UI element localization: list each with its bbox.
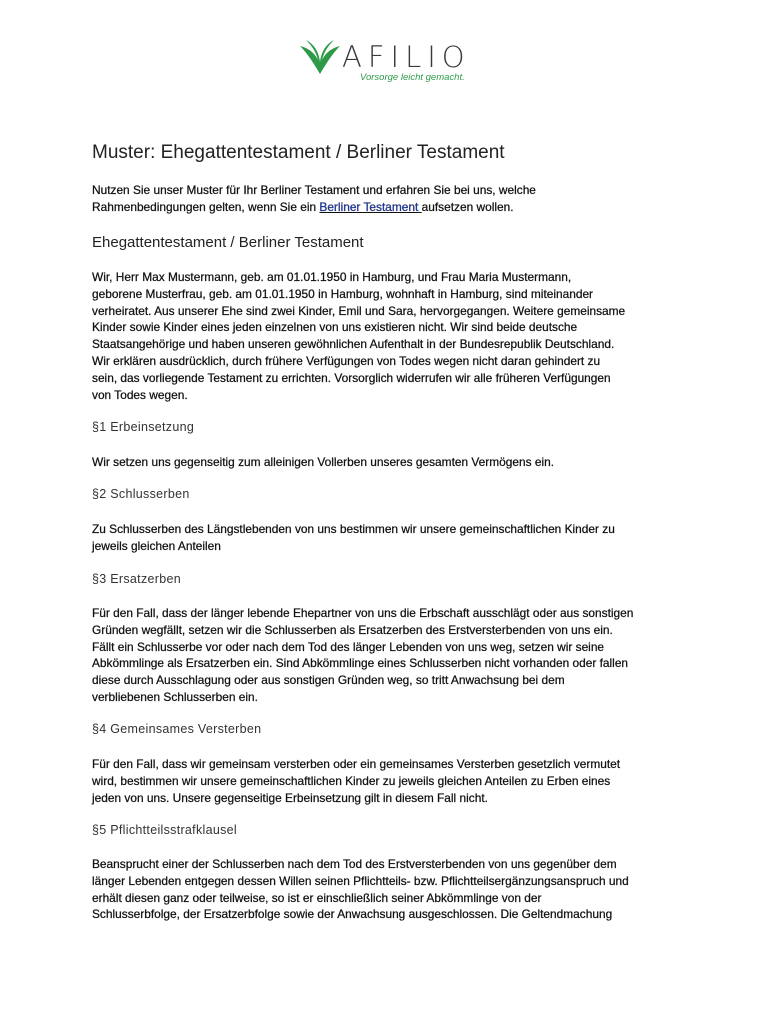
paragraph-line: Kinder sowie Kinder eines jeden einzelnen von uns existieren nicht. Wir sind beide deutsche	[92, 320, 578, 335]
paragraph-heading: §4 Gemeinsames Versterben	[92, 722, 262, 736]
paragraph	[92, 756, 620, 806]
section-heading: Ehegattentestament / Berliner Testament	[92, 234, 364, 251]
page-title: Muster: Ehegattentestament / Berliner Testament	[92, 142, 505, 163]
paragraph-line: sein, das vorliegende Testament zu errichten. Vorsorglich widerrufen wir alle früheren Verfügungen	[92, 370, 611, 385]
paragraph	[92, 521, 615, 555]
intro-text: aufsetzen wollen.	[421, 199, 514, 214]
paragraph-line: Abkömmlinge als Ersatzerben ein. Sind Abkömmlinge eines Schlusserben nicht vorhanden oder fallen	[92, 656, 629, 671]
paragraph-line: Zu Schlusserben des Längstlebenden von uns bestimmen wir unsere gemeinschaftlichen Kinder zu	[92, 522, 615, 536]
paragraph	[92, 856, 629, 923]
paragraph	[92, 269, 625, 403]
berliner-testament-link[interactable]: Berliner Testament	[319, 199, 422, 214]
paragraph-line: Schlusserbfolge, der Ersatzerbfolge sowie der Anwachsung ausgeschlossen. Die Geltendmachung	[92, 907, 613, 922]
paragraph-line: Für den Fall, dass der länger lebende Ehepartner von uns die Erbschaft ausschlägt oder aus sonstigen	[92, 606, 634, 620]
paragraph-line: Für den Fall, dass wir gemeinsam versterben oder ein gemeinsames Versterben gesetzlich vermutet	[92, 757, 621, 771]
intro-line: Nutzen Sie unser Muster für Ihr Berliner Testament und erfahren Sie bei uns, welche	[92, 183, 536, 197]
paragraph-line: Wir, Herr Max Mustermann, geb. am 01.01.1950 in Hamburg, und Frau Maria Mustermann,	[92, 270, 572, 284]
paragraph-line: Beansprucht einer der Schlusserben nach dem Tod des Erstversterbenden von uns gegenüber dem	[92, 857, 617, 871]
paragraph-line: diese durch Ausschlagung oder aus sonstigen Gründen weg, so tritt Anwachsung bei dem	[92, 673, 565, 688]
intro-paragraph	[92, 182, 536, 216]
logo-tagline: Vorsorge leicht gemacht.	[360, 72, 465, 83]
paragraph	[92, 605, 633, 706]
paragraph-heading: §1 Erbeinsetzung	[92, 420, 195, 434]
paragraph-line: verbliebenen Schlusserben ein.	[92, 689, 258, 704]
paragraph-line: geborene Musterfrau, geb. am 01.01.1950 in Hamburg, wohnhaft in Hamburg, sind miteinander	[92, 286, 594, 301]
paragraph-line: von Todes wegen.	[92, 387, 188, 402]
wings-icon	[300, 40, 340, 76]
paragraph-line: erhält diesen ganz oder teilweise, so ist er einschließlich seiner Abkömmlinge von der	[92, 890, 542, 905]
intro-text: Rahmenbedingungen gelten, wenn Sie ein	[92, 199, 320, 214]
logo-wordmark: AFILIO	[342, 40, 471, 74]
paragraph-line: wird, bestimmen wir unsere gemeinschaftlichen Kinder zu jeweils gleichen Anteilen zu Erben eines	[92, 773, 611, 788]
intro-line	[92, 199, 536, 216]
paragraph-heading: §5 Pflichtteilsstrafklausel	[92, 823, 237, 837]
paragraph	[92, 454, 554, 471]
paragraph-line: Staatsangehörige und haben unseren gewöhnlichen Aufenthalt in der Bundesrepublik Deutschland.	[92, 337, 615, 352]
paragraph-line: Wir setzen uns gegenseitig zum alleinigen Vollerben unseres gesamten Vermögens ein.	[92, 455, 555, 469]
paragraph-line: länger Lebenden entgegen dessen Willen seinen Pflichtteils- bzw. Pflichtteilsergänzungsanspruch und	[92, 873, 629, 888]
afilio-logo	[300, 38, 470, 88]
paragraph-line: jeweils gleichen Anteilen	[92, 538, 221, 553]
paragraph-line: Wir erklären ausdrücklich, durch frühere Verfügungen von Todes wegen nicht daran gehindert zu	[92, 353, 601, 368]
paragraph-heading: §3 Ersatzerben	[92, 572, 181, 586]
paragraph-line: jeden von uns. Unsere gegenseitige Erbeinsetzung gilt in diesem Fall nicht.	[92, 790, 488, 805]
paragraph-heading: §2 Schlusserben	[92, 487, 190, 501]
paragraph-line: Gründen wegfällt, setzen wir die Schlusserben als Ersatzerben des Erstversterbenden von uns ein.	[92, 622, 613, 637]
paragraph-line: Fällt ein Schlusserbe vor oder nach dem Tod des länger Lebenden von uns weg, setzen wir seine	[92, 639, 605, 654]
paragraph-line: verheiratet. Aus unserer Ehe sind zwei Kinder, Emil und Sara, hervorgegangen. Weitere gemeinsame	[92, 303, 626, 318]
